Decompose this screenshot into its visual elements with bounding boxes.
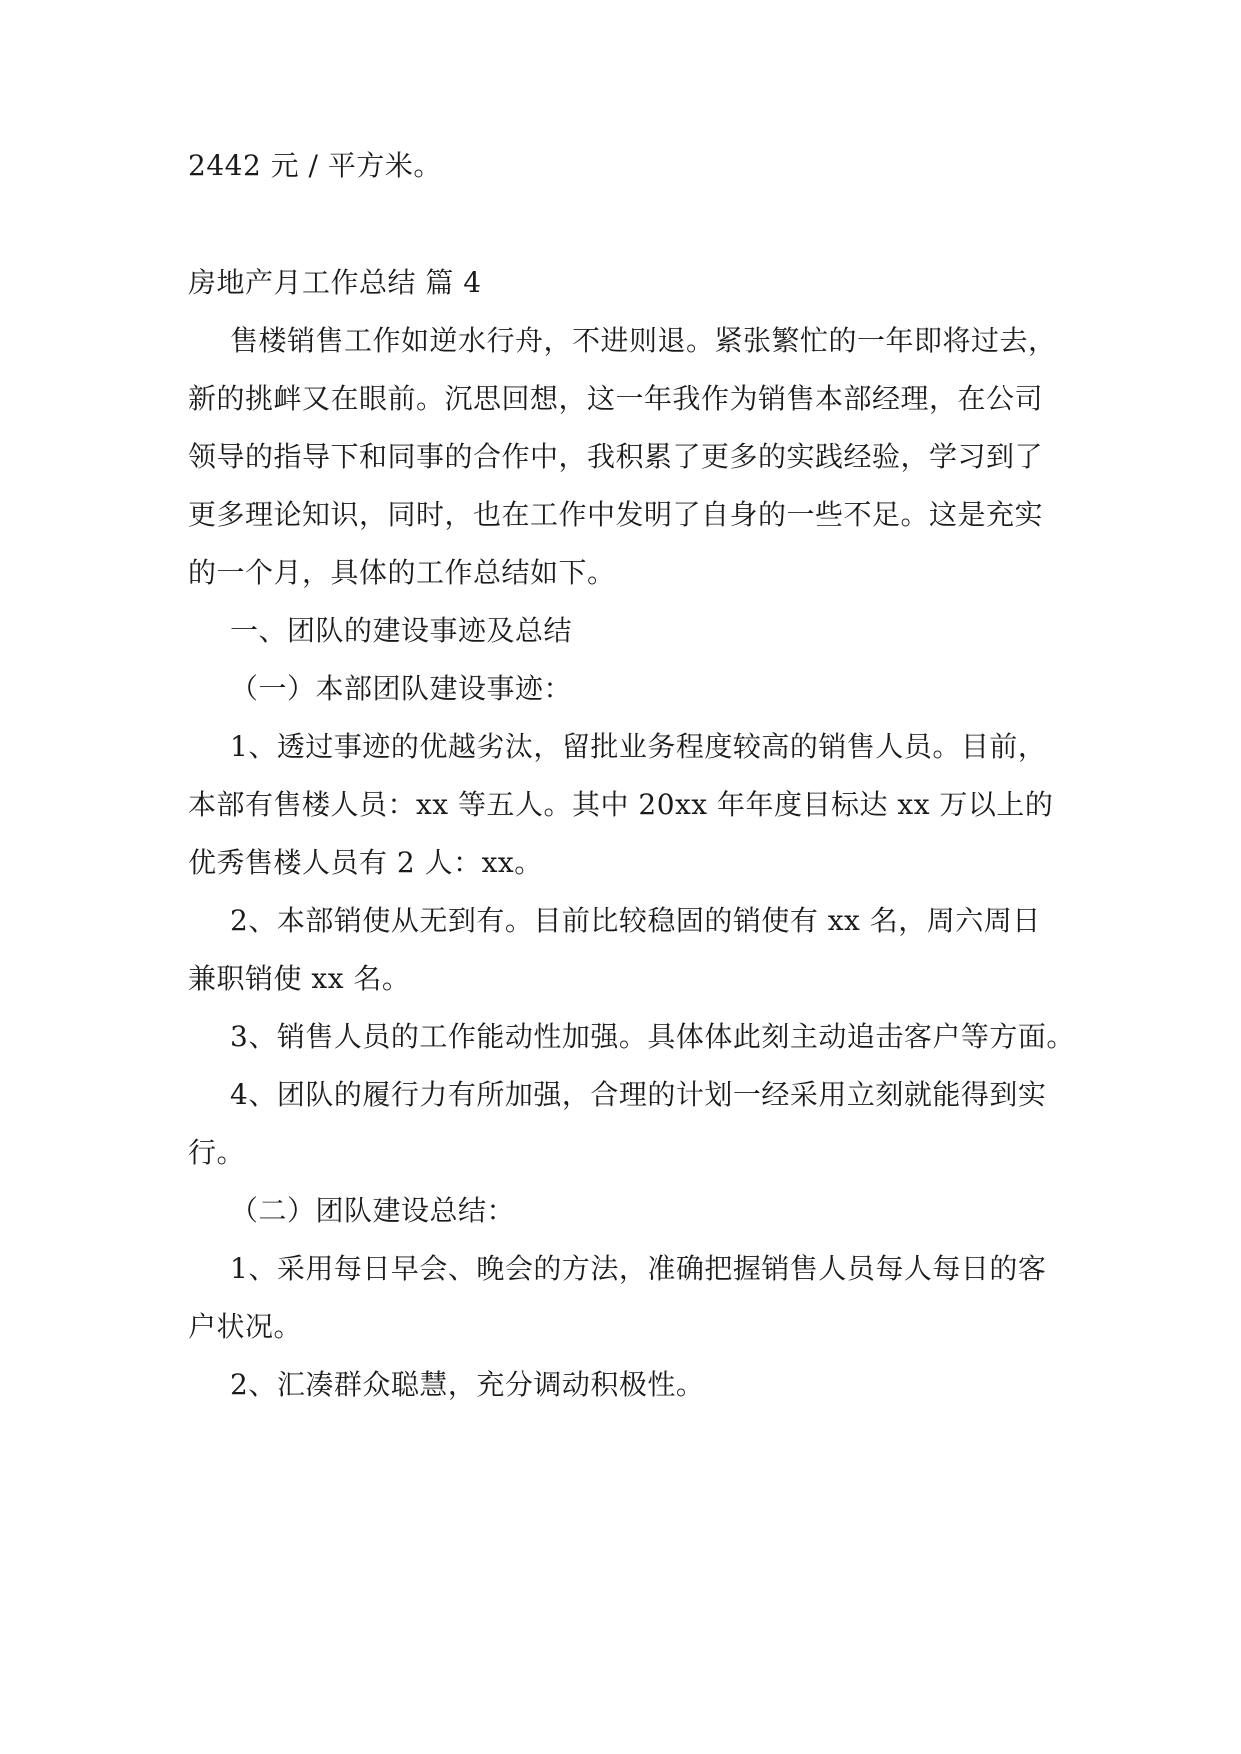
list-item-line: 优秀售楼人员有 2 人：xx。 (188, 846, 543, 879)
paragraph-line: 更多理论知识，同时，也在工作中发明了自身的一些不足。这是充实 (188, 498, 1044, 531)
paragraph-line: 新的挑衅又在眼前。沉思回想，这一年我作为销售本部经理，在公司 (188, 382, 1044, 415)
paragraph-line: 的一个月，具体的工作总结如下。 (188, 556, 616, 589)
list-item-line: 4、团队的履行力有所加强，合理的计划一经采用立刻就能得到实 (230, 1078, 1047, 1111)
list-item-line: 2、汇凑群众聪慧，充分调动积极性。 (230, 1368, 705, 1401)
list-item-line: 户状况。 (188, 1310, 303, 1343)
list-item-line: 1、透过事迹的优越劣汰，留批业务程度较高的销售人员。目前， (230, 730, 1047, 763)
paragraph-line: 领导的指导下和同事的合作中，我积累了更多的实践经验，学习到了 (188, 440, 1044, 473)
text-line-price: 2442 元 / 平方米。 (188, 149, 442, 182)
list-item-line: 行。 (188, 1136, 246, 1169)
subsection-heading: 一、团队的建设事迹及总结 (230, 614, 573, 647)
list-item-line: 1、采用每日早会、晚会的方法，准确把握销售人员每人每日的客 (230, 1252, 1047, 1285)
list-item-line: 2、本部销使从无到有。目前比较稳固的销使有 xx 名，周六周日 (230, 904, 1041, 937)
subsection-heading: （一）本部团队建设事迹： (230, 672, 573, 705)
list-item-line: 3、销售人员的工作能动性加强。具体体此刻主动追击客户等方面。 (230, 1020, 1075, 1053)
paragraph-line: 售楼销售工作如逆水行舟，不进则退。紧张繁忙的一年即将过去， (230, 324, 1057, 357)
subsection-heading: （二）团队建设总结： (230, 1194, 516, 1227)
section-heading: 房地产月工作总结 篇 4 (188, 266, 482, 299)
list-item-line: 兼职销使 xx 名。 (188, 962, 411, 995)
list-item-line: 本部有售楼人员：xx 等五人。其中 20xx 年年度目标达 xx 万以上的 (188, 788, 1054, 821)
